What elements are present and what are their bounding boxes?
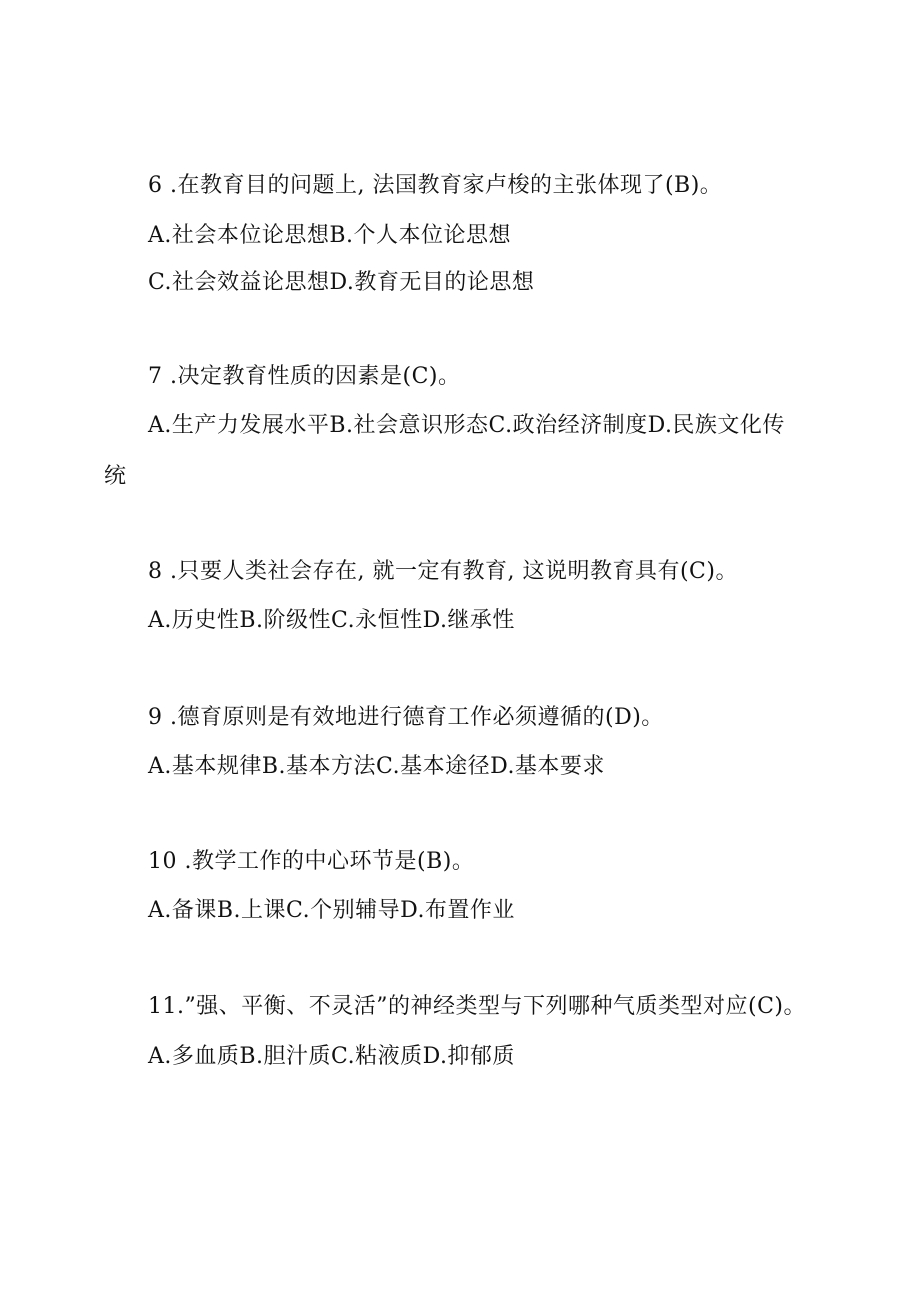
- question-9-stem: 9 .德育原则是有效地进行德育工作必须遵循的(D)。: [148, 705, 664, 730]
- question-7-stem: 7 .决定教育性质的因素是(C)。: [148, 364, 461, 389]
- question-6-options-ab: A.社会本位论思想B.个人本位论思想: [148, 223, 512, 248]
- question-6-stem: 6 .在教育目的问题上, 法国教育家卢梭的主张体现了(B)。: [148, 173, 723, 198]
- question-8-options: A.历史性B.阶级性C.永恒性D.继承性: [148, 608, 515, 633]
- question-11-options: A.多血质B.胆汁质C.粘液质D.抑郁质: [148, 1044, 515, 1069]
- question-6-options-cd: C.社会效益论思想D.教育无目的论思想: [148, 270, 535, 295]
- question-8-stem: 8 .只要人类社会存在, 就一定有教育, 这说明教育具有(C)。: [148, 559, 738, 584]
- question-7-options-continued: 统: [104, 464, 127, 489]
- question-10-options: A.备课B.上课C.个别辅导D.布置作业: [148, 898, 515, 923]
- question-10-stem: 10 .教学工作的中心环节是(B)。: [148, 849, 475, 874]
- question-7-options: A.生产力发展水平B.社会意识形态C.政治经济制度D.民族文化传: [148, 413, 785, 438]
- question-9-options: A.基本规律B.基本方法C.基本途径D.基本要求: [148, 754, 605, 779]
- question-11-stem: 11.”强、平衡、不灵活”的神经类型与下列哪种气质类型对应(C)。: [148, 994, 806, 1019]
